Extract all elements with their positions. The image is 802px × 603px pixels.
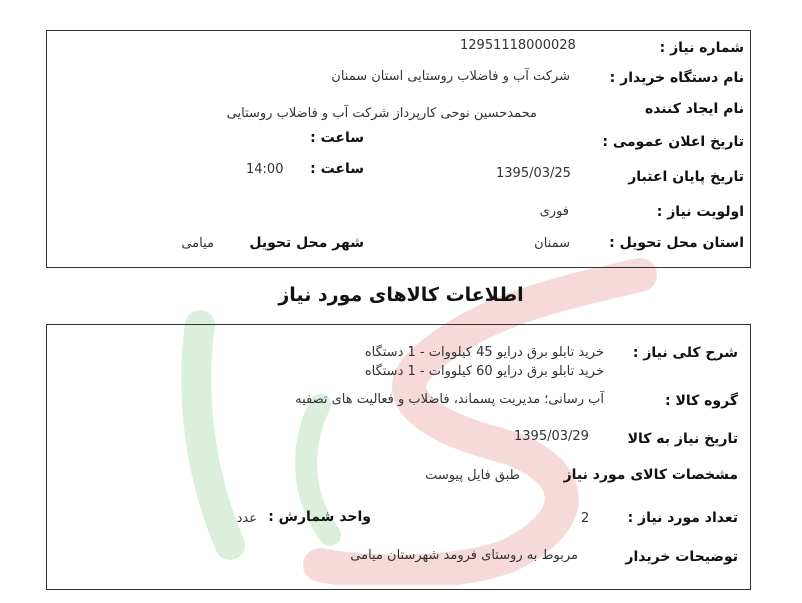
tender-number-value: 12951118000028 [460, 38, 576, 53]
goods-section-title: اطلاعات کالاهای مورد نیاز [278, 284, 524, 306]
unit-label: واحد شمارش : [268, 509, 371, 525]
buyer-notes-label: توضیحات خریدار [625, 549, 738, 565]
need-date-value: 1395/03/29 [514, 429, 589, 444]
general-description-line-1: خرید تابلو برق درایو 45 کیلووات - 1 دستگاه [364, 345, 604, 360]
delivery-province-value: سمنان [534, 236, 570, 251]
general-description-line-2: خرید تابلو برق درایو 60 کیلووات - 1 دستگاه [364, 364, 604, 379]
expiry-time-value: 14:00 [246, 162, 284, 177]
unit-value: عدد [236, 511, 257, 526]
goods-group-value: آب رسانی؛ مدیریت پسماند، فاضلاب و فعالیت های تصفیه [295, 392, 604, 407]
delivery-city-label: شهر محل تحویل [249, 235, 364, 251]
goods-group-label: گروه کالا : [665, 393, 738, 409]
general-description-label: شرح کلی نیاز : [632, 345, 738, 361]
buyer-notes-value: مربوط به روستای فرومد شهرستان میامی [350, 548, 578, 563]
announce-date-label: تاریخ اعلان عمومی : [602, 134, 744, 150]
buyer-org-value: شرکت آب و فاضلاب روستایی استان سمنان [331, 69, 570, 84]
creator-label: نام ایجاد کننده [644, 101, 744, 117]
quantity-value: 2 [581, 511, 590, 526]
buyer-org-label: نام دستگاه خریدار : [609, 70, 744, 86]
priority-label: اولویت نیاز : [656, 204, 744, 220]
expiry-date-value: 1395/03/25 [496, 166, 571, 181]
tender-number-label: شماره نیاز : [659, 40, 744, 56]
goods-specs-value: طبق فایل پیوست [425, 468, 520, 483]
creator-value: محمدحسین نوحی کارپرداز شرکت آب و فاضلاب روستایی [226, 106, 537, 121]
quantity-label: تعداد مورد نیاز : [627, 510, 738, 526]
delivery-city-value: میامی [181, 236, 214, 251]
goods-specs-label: مشخصات کالای مورد نیاز [563, 467, 738, 483]
priority-value: فوری [539, 204, 569, 219]
expiry-date-label: تاریخ پایان اعتبار [628, 169, 744, 185]
announce-time-label: ساعت : [310, 130, 364, 146]
delivery-province-label: استان محل تحویل : [609, 235, 744, 251]
expiry-time-label: ساعت : [310, 161, 364, 177]
need-date-label: تاریخ نیاز به کالا [627, 431, 738, 447]
